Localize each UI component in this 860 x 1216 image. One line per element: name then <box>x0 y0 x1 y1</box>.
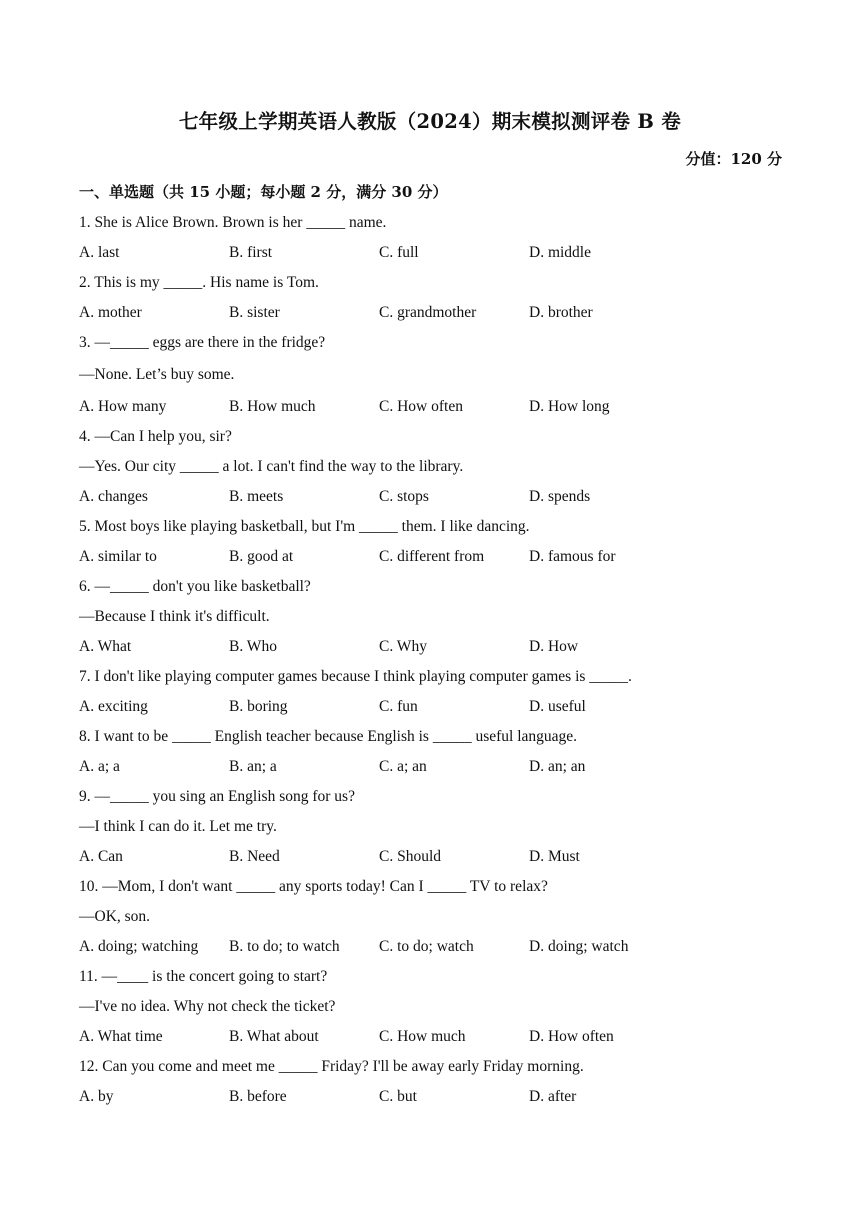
question-stem: 11. —____ is the concert going to start? <box>79 968 328 985</box>
options-row <box>79 758 719 778</box>
answer-option: D. doing; watch <box>529 938 629 955</box>
answer-option: C. full <box>379 244 419 261</box>
answer-option: C. to do; watch <box>379 938 474 955</box>
answer-option: C. fun <box>379 698 418 715</box>
options-row <box>79 398 719 418</box>
question-stem: 1. She is Alice Brown. Brown is her _____ name. <box>79 214 387 231</box>
answer-option: B. boring <box>229 698 288 715</box>
options-row <box>79 304 719 324</box>
answer-option: B. good at <box>229 548 294 565</box>
answer-option: A. How many <box>79 398 167 415</box>
answer-option: D. How long <box>529 398 610 415</box>
answer-option: A. What <box>79 638 132 655</box>
question-stem: 9. —_____ you sing an English song for us? <box>79 788 355 805</box>
answer-option: D. spends <box>529 488 591 505</box>
answer-option: B. What about <box>229 1028 319 1045</box>
answer-option: A. by <box>79 1088 114 1105</box>
options-row <box>79 848 719 868</box>
answer-option: D. How often <box>529 1028 614 1045</box>
answer-option: A. mother <box>79 304 142 321</box>
question-dialogue-line: —OK, son. <box>79 908 151 925</box>
answer-option: C. Should <box>379 848 442 865</box>
answer-option: A. Can <box>79 848 123 865</box>
answer-option: A. last <box>79 244 120 261</box>
answer-option: B. Who <box>229 638 277 655</box>
answer-option: C. stops <box>379 488 429 505</box>
answer-option: D. How <box>529 638 579 655</box>
options-row <box>79 938 719 958</box>
question-stem: 2. This is my _____. His name is Tom. <box>79 274 319 291</box>
answer-option: C. How often <box>379 398 463 415</box>
options-row <box>79 1088 719 1108</box>
question-dialogue-line: —Because I think it's difficult. <box>79 608 270 625</box>
answer-option: B. before <box>229 1088 287 1105</box>
answer-option: A. doing; watching <box>79 938 199 955</box>
question-stem: 4. —Can I help you, sir? <box>79 428 232 445</box>
question-stem: 12. Can you come and meet me _____ Friday? I'll be away early Friday morning. <box>79 1058 584 1075</box>
answer-option: B. sister <box>229 304 280 321</box>
options-row <box>79 698 719 718</box>
question-dialogue-line: —I think I can do it. Let me try. <box>79 818 277 835</box>
answer-option: B. Need <box>229 848 280 865</box>
answer-option: B. first <box>229 244 273 261</box>
answer-option: C. but <box>379 1088 417 1105</box>
question-stem: 5. Most boys like playing basketball, but I'm _____ them. I like dancing. <box>79 518 530 535</box>
question-stem: 8. I want to be _____ English teacher because English is _____ useful language. <box>79 728 578 745</box>
answer-option: C. different from <box>379 548 485 565</box>
answer-option: C. How much <box>379 1028 466 1045</box>
question-stem: 7. I don't like playing computer games because I think playing computer games is _____. <box>79 668 632 685</box>
question-dialogue-line: —I've no idea. Why not check the ticket? <box>79 998 336 1015</box>
answer-option: D. after <box>529 1088 577 1105</box>
answer-option: A. a; a <box>79 758 120 775</box>
options-row <box>79 488 719 508</box>
question-stem: 3. —_____ eggs are there in the fridge? <box>79 334 326 351</box>
answer-option: D. middle <box>529 244 591 261</box>
options-row <box>79 548 719 568</box>
answer-option: A. changes <box>79 488 148 505</box>
answer-option: C. grandmother <box>379 304 477 321</box>
answer-option: C. Why <box>379 638 427 655</box>
answer-option: D. famous for <box>529 548 616 565</box>
answer-option: A. What time <box>79 1028 163 1045</box>
section-heading: 一、单选题（共 15 小题；每小题 2 分，满分 30 分） <box>79 183 448 201</box>
page-title: 七年级上学期英语人教版（2024）期末模拟测评卷 B 卷 <box>178 110 682 133</box>
answer-option: B. meets <box>229 488 284 505</box>
question-dialogue-line: —Yes. Our city _____ a lot. I can't find the way to the library. <box>79 458 464 475</box>
question-stem: 6. —_____ don't you like basketball? <box>79 578 311 595</box>
answer-option: B. to do; to watch <box>229 938 340 955</box>
answer-option: D. an; an <box>529 758 586 775</box>
answer-option: A. exciting <box>79 698 148 715</box>
score-label: 分值：120 分 <box>685 150 782 168</box>
options-row <box>79 1028 719 1048</box>
answer-option: C. a; an <box>379 758 427 775</box>
answer-option: B. an; a <box>229 758 277 775</box>
answer-option: D. useful <box>529 698 586 715</box>
answer-option: D. Must <box>529 848 580 865</box>
answer-option: B. How much <box>229 398 316 415</box>
options-row <box>79 638 719 658</box>
options-row <box>79 244 719 264</box>
answer-option: D. brother <box>529 304 593 321</box>
answer-option: A. similar to <box>79 548 157 565</box>
question-dialogue-line: —None. Let’s buy some. <box>79 366 235 383</box>
question-stem: 10. —Mom, I don't want _____ any sports today! Can I _____ TV to relax? <box>79 878 548 895</box>
